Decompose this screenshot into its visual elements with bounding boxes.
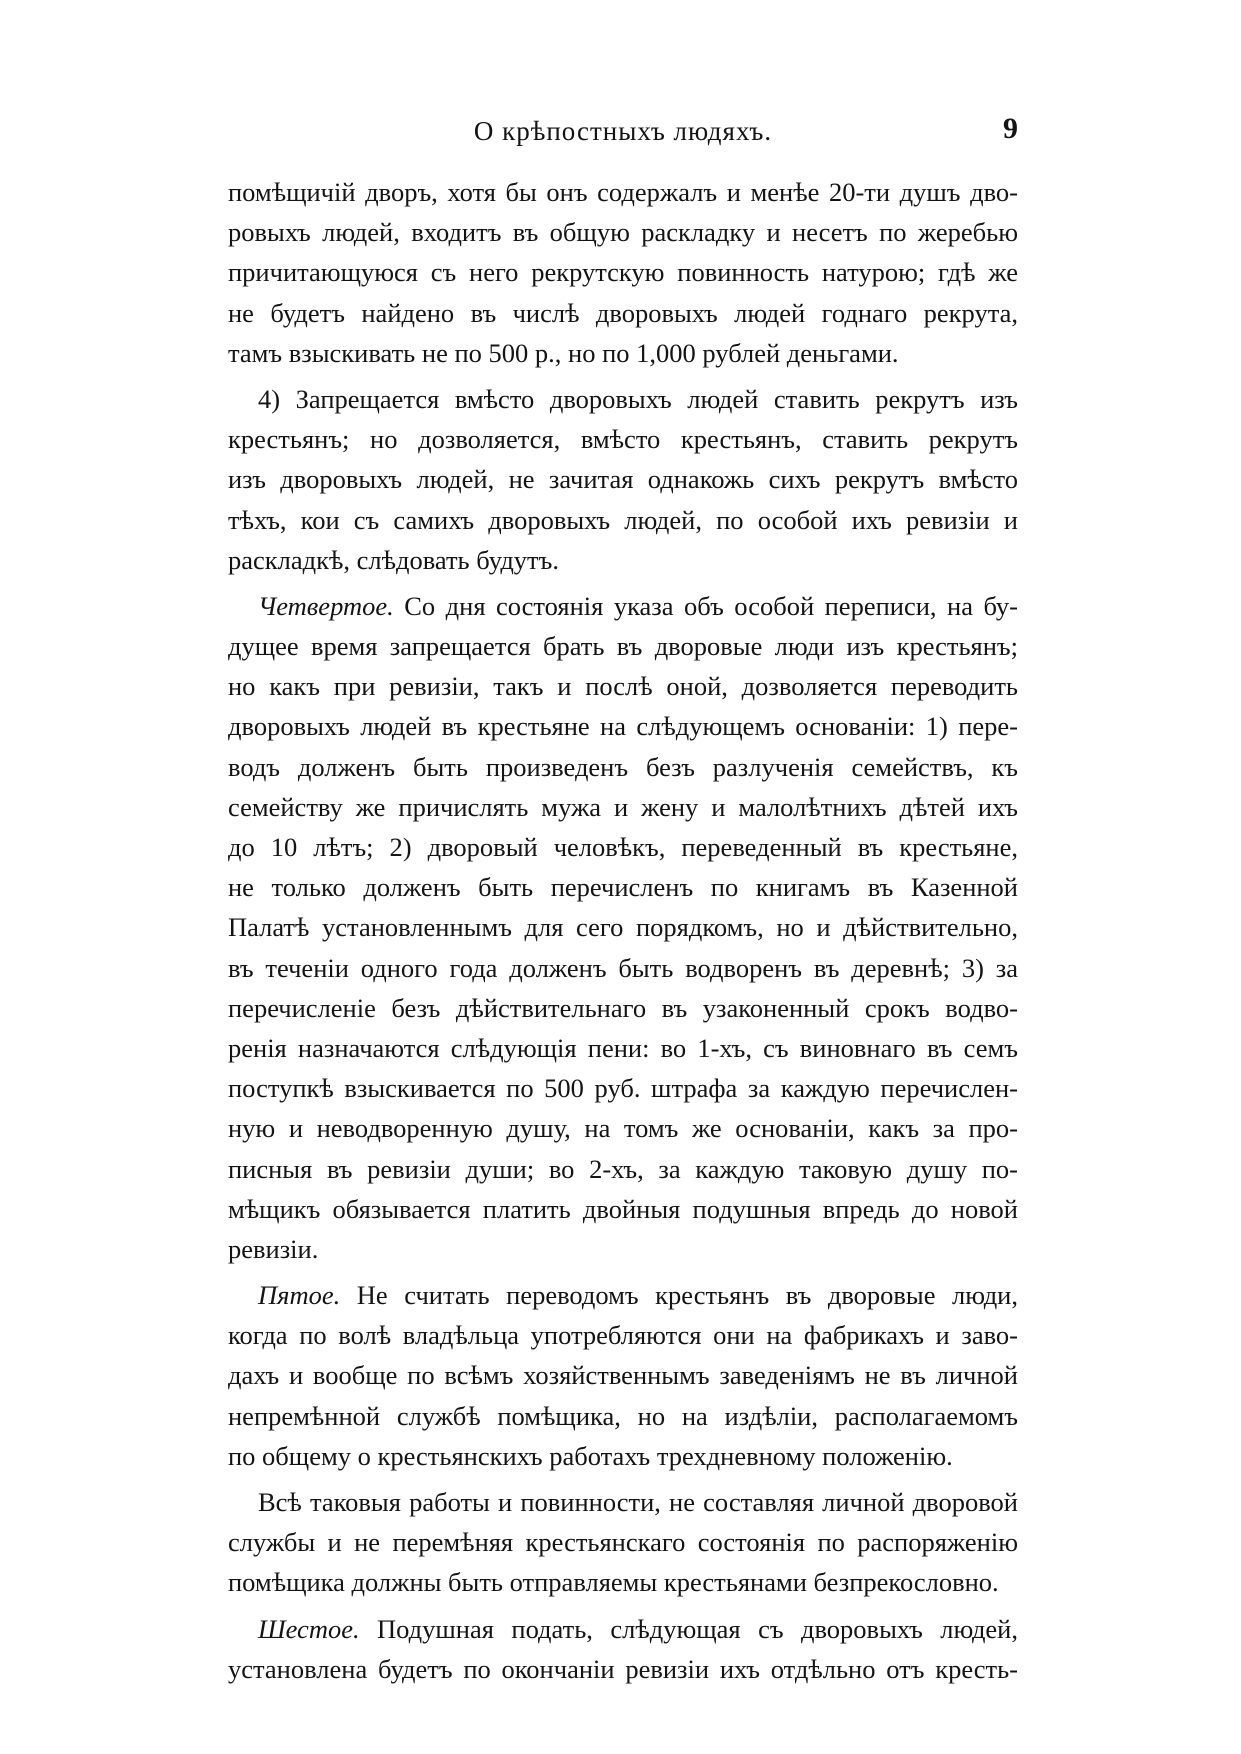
- text-line: Всѣ таковыя работы и повинности, не составляя личной дворовой: [258, 1487, 1018, 1517]
- text-line: Палатѣ установленнымъ для сего порядкомъ, но и дѣйствительно,: [228, 912, 1018, 943]
- text-line: крестьянъ; но дозволяется, вмѣсто крестьянъ, ставить рекрутъ: [228, 424, 1018, 455]
- text-line-rest: Подушная подать, слѣдующая съ дворовыхъ людей,: [359, 1613, 1018, 1644]
- text-line: помѣщика должны быть отправляемы крестьянами безпрекословно.: [228, 1567, 999, 1598]
- text-line: когда по волѣ владѣльца употребляются они на фабрикахъ и заво-: [228, 1320, 1018, 1351]
- text-line: причитающуюся съ него рекрутскую повинность натурою; гдѣ же: [228, 257, 1018, 288]
- text-line: до 10 лѣтъ; 2) дворовый человѣкъ, переведенный въ крестьяне,: [228, 832, 1018, 862]
- paragraph: [228, 172, 1018, 373]
- text-line: перечисленіе безъ дѣйствительнаго въ узаконенный срокъ водво-: [228, 992, 1018, 1023]
- text-line: изъ дворовыхъ людей, не зачитая однакожь сихъ рекрутъ вмѣсто: [228, 464, 1018, 495]
- text-line: ревизіи.: [228, 1233, 319, 1264]
- text-line: дущее время запрещается брать въ дворовые люди изъ крестьянъ;: [228, 631, 1018, 662]
- paragraph: [228, 586, 1018, 1269]
- running-title: О крѣпостныхъ людяхъ.: [473, 116, 773, 146]
- paragraph: [228, 1482, 1018, 1603]
- text-line: непремѣнной службѣ помѣщика, но на издѣліи, располагаемомъ: [228, 1400, 1018, 1431]
- text-line: водъ долженъ быть произведенъ безъ разлученія семействъ, къ: [228, 751, 1018, 782]
- running-head: [228, 112, 1018, 152]
- text-line: 4) Запрещается вмѣсто дворовыхъ людей ставить рекрутъ изъ: [258, 383, 1018, 414]
- page-number: 9: [1003, 112, 1018, 145]
- text-line: установлена будетъ по окончаніи ревизіи ихъ отдѣльно отъ кресть-: [228, 1653, 1018, 1684]
- text-line: помѣщичій дворъ, хотя бы онъ содержалъ и менѣе 20-ти душъ дво-: [228, 177, 1018, 207]
- text-line: дахъ и вообще по всѣмъ хозяйственнымъ заведеніямъ не въ личной: [228, 1360, 1018, 1391]
- text-line: раскладкѣ, слѣдовать будутъ.: [228, 544, 559, 575]
- text-line: не будетъ найдено въ числѣ дворовыхъ людей годнаго рекрута,: [228, 297, 1018, 328]
- text-line: [228, 586, 1018, 626]
- text-line: по общему о крестьянскихъ работахъ трехдневному положенію.: [228, 1440, 953, 1471]
- paragraph: [228, 1609, 1018, 1689]
- text-line: не только долженъ быть перечисленъ по книгамъ въ Казенной: [228, 872, 1018, 903]
- text-line-rest: Не считать переводомъ крестьянъ въ дворовые люди,: [340, 1280, 1018, 1311]
- text-line: [228, 1609, 1018, 1649]
- text-line: ную и неводворенную душу, на томъ же основаніи, какъ за про-: [228, 1113, 1018, 1144]
- text-line: тѣхъ, кои съ самихъ дворовыхъ людей, по особой ихъ ревизіи и: [228, 504, 1018, 535]
- body-text: [228, 172, 1018, 1689]
- section-lead: Пятое.: [258, 1280, 341, 1311]
- text-line: въ теченіи одного года долженъ быть водворенъ въ деревнѣ; 3) за: [228, 952, 1018, 983]
- text-line: дворовыхъ людей въ крестьяне на слѣдующемъ основаніи: 1) пере-: [228, 711, 1018, 742]
- paragraph: [228, 1275, 1018, 1476]
- text-line: тамъ взыскивать не по 500 р., но по 1,000 рублей деньгами.: [228, 337, 899, 368]
- text-line: ренія назначаются слѣдующія пени: во 1-хъ, съ виновнаго въ семъ: [228, 1032, 1018, 1063]
- text-line: писныя въ ревизіи души; во 2-хъ, за каждую таковую душу по-: [228, 1153, 1018, 1184]
- text-line: службы и не перемѣняя крестьянскаго состоянія по распоряженію: [228, 1527, 1018, 1558]
- text-line: [228, 1275, 1018, 1315]
- text-line-rest: Со дня состоянія указа объ особой переписи, на бу-: [393, 590, 1018, 621]
- section-lead: Шестое.: [258, 1613, 360, 1644]
- section-lead: Четвертое.: [258, 590, 394, 621]
- text-line: мѣщикъ обязывается платить двойныя подушныя впредь до новой: [228, 1193, 1018, 1224]
- text-line: семейству же причислять мужа и жену и малолѣтнихъ дѣтей ихъ: [228, 791, 1018, 822]
- text-line: ровыхъ людей, входитъ въ общую раскладку и несетъ по жеребью: [228, 217, 1018, 248]
- paragraph: [228, 379, 1018, 580]
- text-line: но какъ при ревизіи, такъ и послѣ оной, дозволяется переводить: [228, 671, 1018, 702]
- text-line: поступкѣ взыскивается по 500 руб. штрафа за каждую перечислен-: [228, 1073, 1018, 1104]
